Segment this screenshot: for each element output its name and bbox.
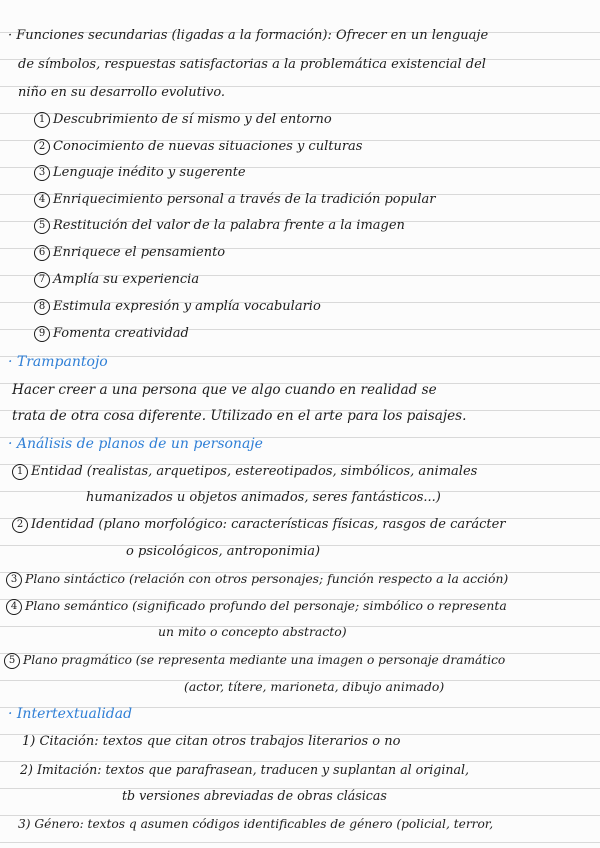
item-text: Enriquece el pensamiento: [53, 245, 226, 260]
analisis-item-3: [6, 569, 508, 589]
intertextualidad-item-1: [22, 732, 400, 752]
bullet-dot: ·: [8, 436, 17, 452]
analisis-item-4-cont: un mito o concepto abstracto): [158, 624, 347, 639]
analisis-item-5: [4, 650, 505, 670]
intertextualidad-heading: [8, 704, 132, 724]
analisis-item-2: [12, 515, 506, 535]
item-number: 6: [34, 245, 50, 261]
analisis-item-2-cont: o psicológicos, antroponimia): [126, 544, 321, 559]
item-text: Fomenta creatividad: [53, 326, 189, 341]
funciones-line-3: niño en su desarrollo evolutivo.: [18, 85, 226, 100]
item-text: Género: textos q asumen códigos identificables de género (policial, terror,: [34, 817, 494, 831]
item-number: 3: [6, 572, 22, 588]
analisis-heading: [8, 434, 263, 454]
trampantojo-line-2: trata de otra cosa diferente. Utilizado en el arte para los paisajes.: [12, 408, 467, 424]
trampantojo-heading: [8, 352, 108, 372]
analisis-item-4: [6, 596, 507, 616]
item-text: Plano pragmático (se representa mediante una imagen o personaje dramático: [23, 653, 506, 667]
funciones-text-1: Funciones secundarias (ligadas a la formación): Ofrecer en un lenguaje: [16, 28, 489, 43]
analisis-item-5-cont: (actor, títere, marioneta, dibujo animado): [184, 679, 445, 694]
item-text: Descubrimiento de sí mismo y del entorno: [53, 112, 332, 127]
item-number: 1: [34, 112, 50, 128]
item-text: Plano sintáctico (relación con otros personajes; función respecto a la acción): [25, 571, 509, 586]
item-number: 2: [12, 517, 28, 533]
funciones-item: [34, 137, 362, 157]
item-number: 5: [4, 653, 20, 669]
item-text: Estimula expresión y amplía vocabulario: [53, 299, 321, 314]
funciones-item: [34, 324, 189, 344]
funciones-item: [34, 216, 405, 236]
item-text: Plano semántico (significado profundo del personaje; simbólico o representa: [25, 598, 507, 613]
bullet-dot: ·: [8, 354, 17, 370]
analisis-heading-text: Análisis de planos de un personaje: [16, 436, 263, 452]
analisis-item-1-cont: humanizados u objetos animados, seres fantásticos...): [86, 490, 441, 505]
intertextualidad-item-3: [18, 814, 493, 834]
item-text: Amplía su experiencia: [53, 272, 200, 287]
trampantojo-heading-text: Trampantojo: [16, 354, 108, 370]
item-number: 8: [34, 299, 50, 315]
funciones-line-1: [8, 26, 488, 46]
item-number: 2: [34, 139, 50, 155]
item-number: 9: [34, 326, 50, 342]
item-text: Entidad (realistas, arquetipos, estereotipados, simbólicos, animales: [31, 464, 478, 479]
funciones-item: [34, 163, 246, 183]
funciones-item: [34, 270, 199, 290]
funciones-item: [34, 243, 225, 263]
item-number: 7: [34, 272, 50, 288]
funciones-line-2: de símbolos, respuestas satisfactorias a la problemática existencial del: [18, 57, 486, 72]
item-text: Identidad (plano morfológico: características físicas, rasgos de carácter: [31, 517, 506, 532]
intertextualidad-item-2-cont: tb versiones abreviadas de obras clásicas: [122, 788, 387, 803]
item-text: Enriquecimiento personal a través de la tradición popular: [53, 192, 436, 207]
item-text: Citación: textos que citan otros trabajos literarios o no: [39, 734, 401, 749]
item-text: Conocimiento de nuevas situaciones y culturas: [53, 139, 363, 154]
item-number: 5: [34, 218, 50, 234]
analisis-item-1: [12, 462, 477, 482]
bullet-dot: ·: [8, 706, 17, 722]
trampantojo-line-1: Hacer creer a una persona que ve algo cuando en realidad se: [12, 382, 437, 398]
item-text: Imitación: textos que parafrasean, traducen y suplantan al original,: [36, 762, 470, 777]
funciones-item: [34, 110, 332, 130]
intertextualidad-heading-text: Intertextualidad: [16, 706, 133, 722]
item-number: 1): [22, 734, 36, 749]
item-number: 2): [20, 762, 33, 777]
item-number: 1: [12, 464, 28, 480]
funciones-item: [34, 190, 435, 210]
bullet-dot: ·: [8, 28, 17, 43]
funciones-item: [34, 297, 321, 317]
item-number: 3: [34, 165, 50, 181]
intertextualidad-item-2: [20, 760, 469, 780]
item-text: Restitución del valor de la palabra frente a la imagen: [53, 218, 405, 233]
item-text: Lenguaje inédito y sugerente: [53, 165, 246, 180]
item-number: 3): [18, 817, 31, 831]
item-number: 4: [34, 192, 50, 208]
item-number: 4: [6, 599, 22, 615]
